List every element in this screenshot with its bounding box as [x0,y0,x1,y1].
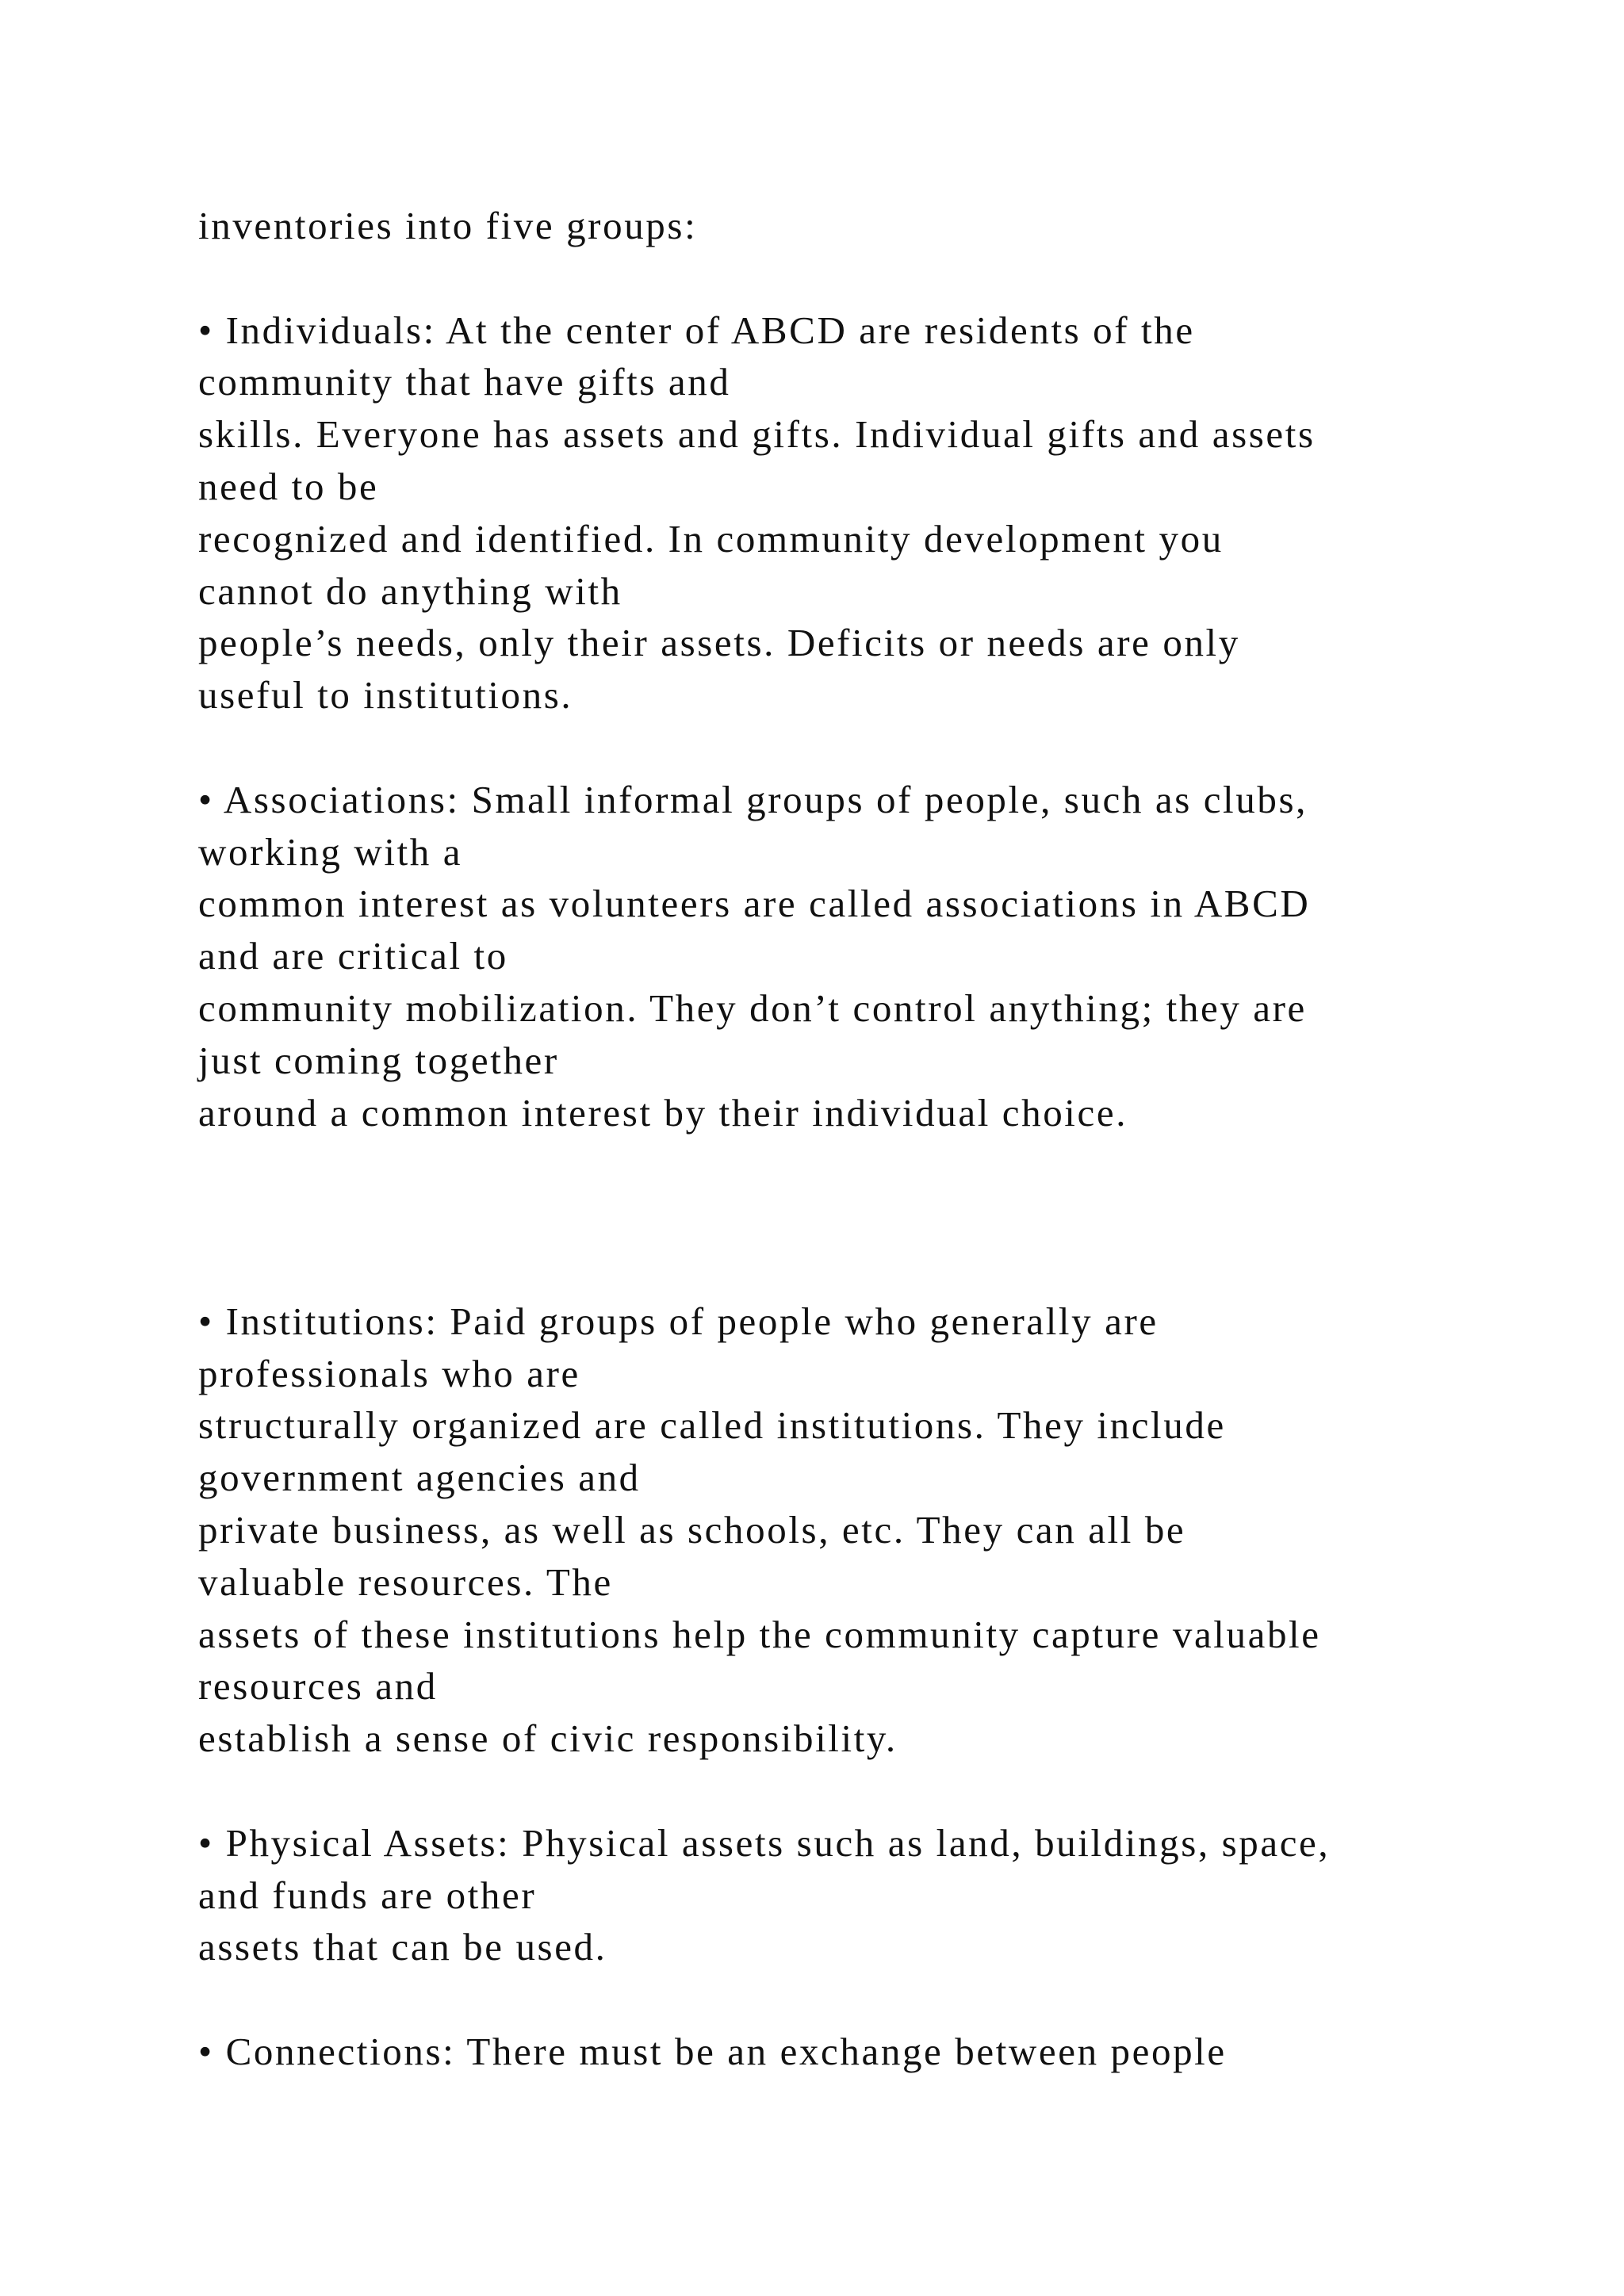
text-line: community that have gifts and [198,360,731,404]
paragraph-spacer [198,1138,1546,1295]
text-line: • Individuals: At the center of ABCD are residents of the [198,308,1195,352]
paragraph-spacer [198,721,1546,774]
text-line: inventories into five groups: [198,204,698,247]
text-line: cannot do anything with [198,568,622,613]
text-line: around a common interest by their individual choice. [198,1090,1128,1135]
list-item-connections [198,2026,1546,2078]
text-line: • Associations: Small informal groups of people, such as clubs, [198,777,1308,821]
document-body [198,200,1546,2078]
text-line: need to be [198,464,379,508]
text-line: • Connections: There must be an exchange between people [198,2029,1227,2073]
text-line: common interest as volunteers are called associations in ABCD [198,882,1311,926]
text-line: and funds are other [198,1873,537,1917]
text-line: useful to institutions. [198,673,573,718]
list-item-individuals [198,304,1546,721]
text-line: resources and [198,1664,438,1709]
text-line: people’s needs, only their assets. Deficits or needs are only [198,621,1240,665]
text-line: assets of these institutions help the community capture valuable [198,1612,1321,1656]
list-item-institutions [198,1295,1546,1765]
text-line: just coming together [198,1038,559,1082]
paragraph-spacer [198,252,1546,304]
text-line: • Physical Assets: Physical assets such as land, buildings, space, [198,1820,1331,1865]
text-line: professionals who are [198,1351,580,1395]
text-line: recognized and identified. In community development you [198,516,1224,561]
text-line: and are critical to [198,934,508,978]
list-item-associations [198,774,1546,1139]
list-item-physical-assets [198,1817,1546,1973]
text-line: structurally organized are called institutions. They include [198,1403,1226,1448]
intro-paragraph [198,200,1546,252]
text-line: establish a sense of civic responsibility. [198,1716,898,1761]
text-line: skills. Everyone has assets and gifts. Individual gifts and assets [198,412,1316,457]
text-line: working with a [198,829,463,874]
text-line: government agencies and [198,1456,641,1500]
paragraph-spacer [198,1973,1546,2026]
text-line: • Institutions: Paid groups of people who generally are [198,1299,1159,1343]
text-line: assets that can be used. [198,1925,607,1969]
text-line: community mobilization. They don’t control anything; they are [198,985,1307,1030]
text-line: private business, as well as schools, etc. They can all be [198,1507,1186,1552]
text-line: valuable resources. The [198,1559,613,1604]
paragraph-spacer [198,1765,1546,1817]
